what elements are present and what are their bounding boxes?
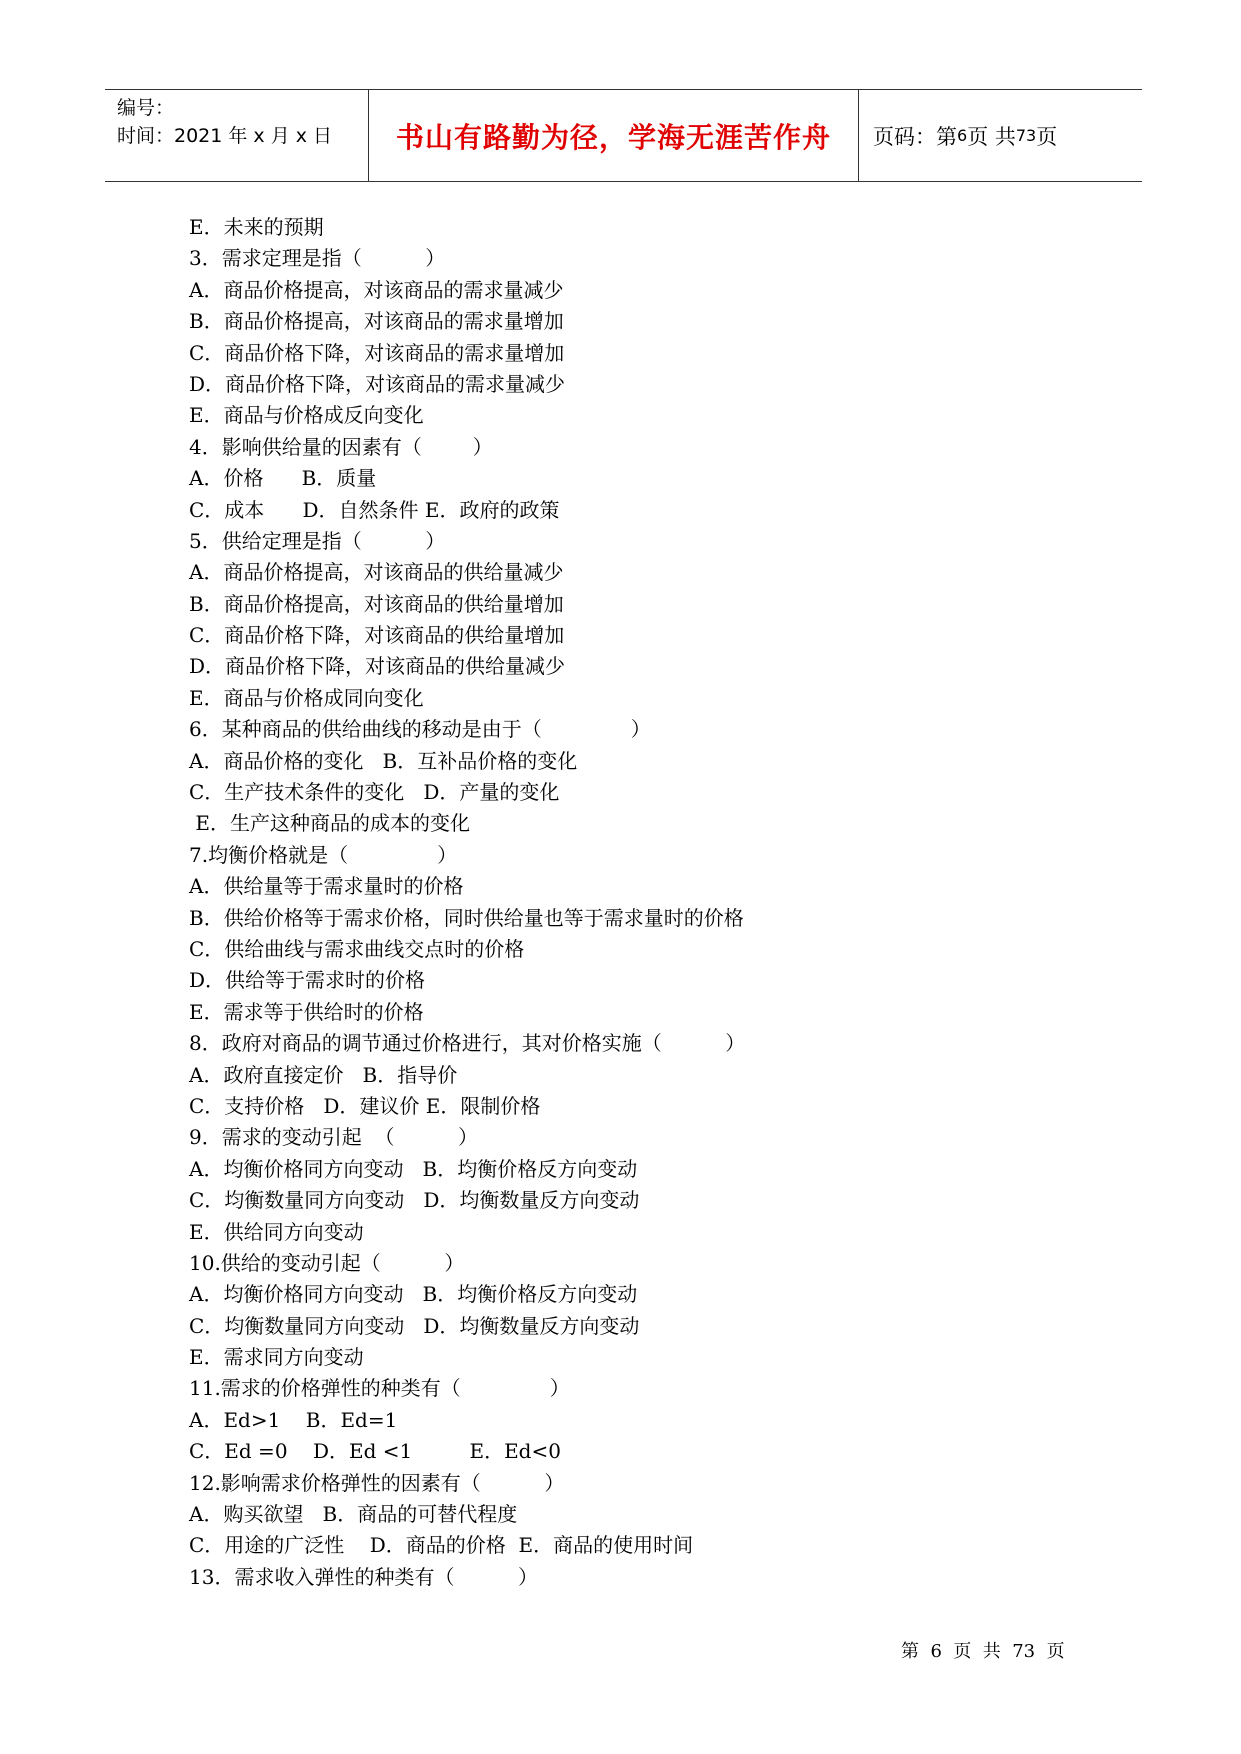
text-line: 6．某种商品的供给曲线的移动是由于（ ） [189, 717, 651, 742]
header-page-cell [859, 90, 1142, 181]
page-number: 6 [957, 126, 968, 145]
text-line: C．成本 D．自然条件 E．政府的政策 [189, 497, 560, 522]
text-line: D．供给等于需求时的价格 [189, 968, 426, 993]
text-line: 13．需求收入弹性的种类有（ ） [189, 1564, 539, 1589]
text-line: E．供给同方向变动 [189, 1219, 364, 1244]
header-motto: 书山有路勤为径，学海无涯苦作舟 [395, 120, 831, 154]
text-line: 10.供给的变动引起（ ） [189, 1250, 465, 1275]
text-line: D．商品价格下降，对该商品的供给量减少 [189, 654, 566, 679]
question-body [189, 212, 1089, 1593]
page-suffix: 页 [1036, 124, 1058, 149]
page-total: 73 [1015, 126, 1037, 145]
text-line: A．购买欲望 B．商品的可替代程度 [189, 1502, 518, 1527]
text-line: E．生产这种商品的成本的变化 [189, 811, 470, 836]
page-footer: 第 6 页 共 73 页 [901, 1641, 1065, 1662]
text-line: C．均衡数量同方向变动 D．均衡数量反方向变动 [189, 1188, 640, 1213]
text-line: 9．需求的变动引起 （ ） [189, 1125, 479, 1150]
page-prefix: 页码：第 [873, 124, 957, 149]
text-line: B．供给价格等于需求价格，同时供给量也等于需求量时的价格 [189, 905, 744, 930]
text-line: D．商品价格下降，对该商品的需求量减少 [189, 371, 566, 396]
text-line: A．政府直接定价 B．指导价 [189, 1062, 458, 1087]
text-line: C．支持价格 D．建议价 E．限制价格 [189, 1093, 541, 1118]
text-line: B．商品价格提高，对该商品的需求量增加 [189, 309, 564, 334]
text-line: B．商品价格提高，对该商品的供给量增加 [189, 591, 564, 616]
text-line: E．未来的预期 [189, 215, 324, 239]
text-line: 7.均衡价格就是（ ） [189, 842, 458, 867]
text-line: 12.影响需求价格弹性的因素有（ ） [189, 1470, 565, 1495]
text-line: C．用途的广泛性 D．商品的价格 E．商品的使用时间 [189, 1533, 694, 1558]
text-line: C．生产技术条件的变化 D．产量的变化 [189, 780, 560, 805]
text-line: A．价格 B．质量 [189, 466, 377, 491]
text-line: 3．需求定理是指（ ） [189, 246, 446, 271]
document-number-label: 编号： [117, 97, 175, 119]
text-line: 11.需求的价格弹性的种类有（ ） [189, 1376, 570, 1401]
text-line: E．商品与价格成同向变化 [189, 685, 424, 710]
header-motto-cell [369, 90, 859, 181]
text-line: A．供给量等于需求量时的价格 [189, 874, 464, 899]
text-line: A．均衡价格同方向变动 B．均衡价格反方向变动 [189, 1282, 638, 1307]
text-line: 8．政府对商品的调节通过价格进行，其对价格实施（ ） [189, 1031, 746, 1056]
text-line: C．均衡数量同方向变动 D．均衡数量反方向变动 [189, 1313, 640, 1338]
text-line: A．商品价格的变化 B．互补品价格的变化 [189, 748, 578, 773]
text-line: 4．影响供给量的因素有（ ） [189, 434, 493, 459]
text-line: E．需求同方向变动 [189, 1345, 364, 1370]
text-line: E．商品与价格成反向变化 [189, 403, 424, 428]
text-line: C．商品价格下降，对该商品的需求量增加 [189, 340, 565, 365]
text-line: A．Ed>1 B．Ed=1 [189, 1407, 398, 1432]
header-info-cell [105, 90, 369, 181]
text-line: C．商品价格下降，对该商品的供给量增加 [189, 623, 565, 648]
text-line: C．供给曲线与需求曲线交点时的价格 [189, 936, 525, 961]
page-mid: 页 共 [967, 124, 1016, 149]
text-line: C．Ed =0 D．Ed <1 E．Ed<0 [189, 1439, 561, 1464]
header-table [105, 89, 1142, 182]
text-line: A．均衡价格同方向变动 B．均衡价格反方向变动 [189, 1156, 638, 1181]
text-line: A．商品价格提高，对该商品的供给量减少 [189, 560, 564, 585]
text-line: A．商品价格提高，对该商品的需求量减少 [189, 277, 564, 302]
document-date-label: 时间：2021 年 x 月 x 日 [117, 125, 333, 147]
text-line: E．需求等于供给时的价格 [189, 999, 424, 1024]
text-line: 5．供给定理是指（ ） [189, 528, 446, 553]
